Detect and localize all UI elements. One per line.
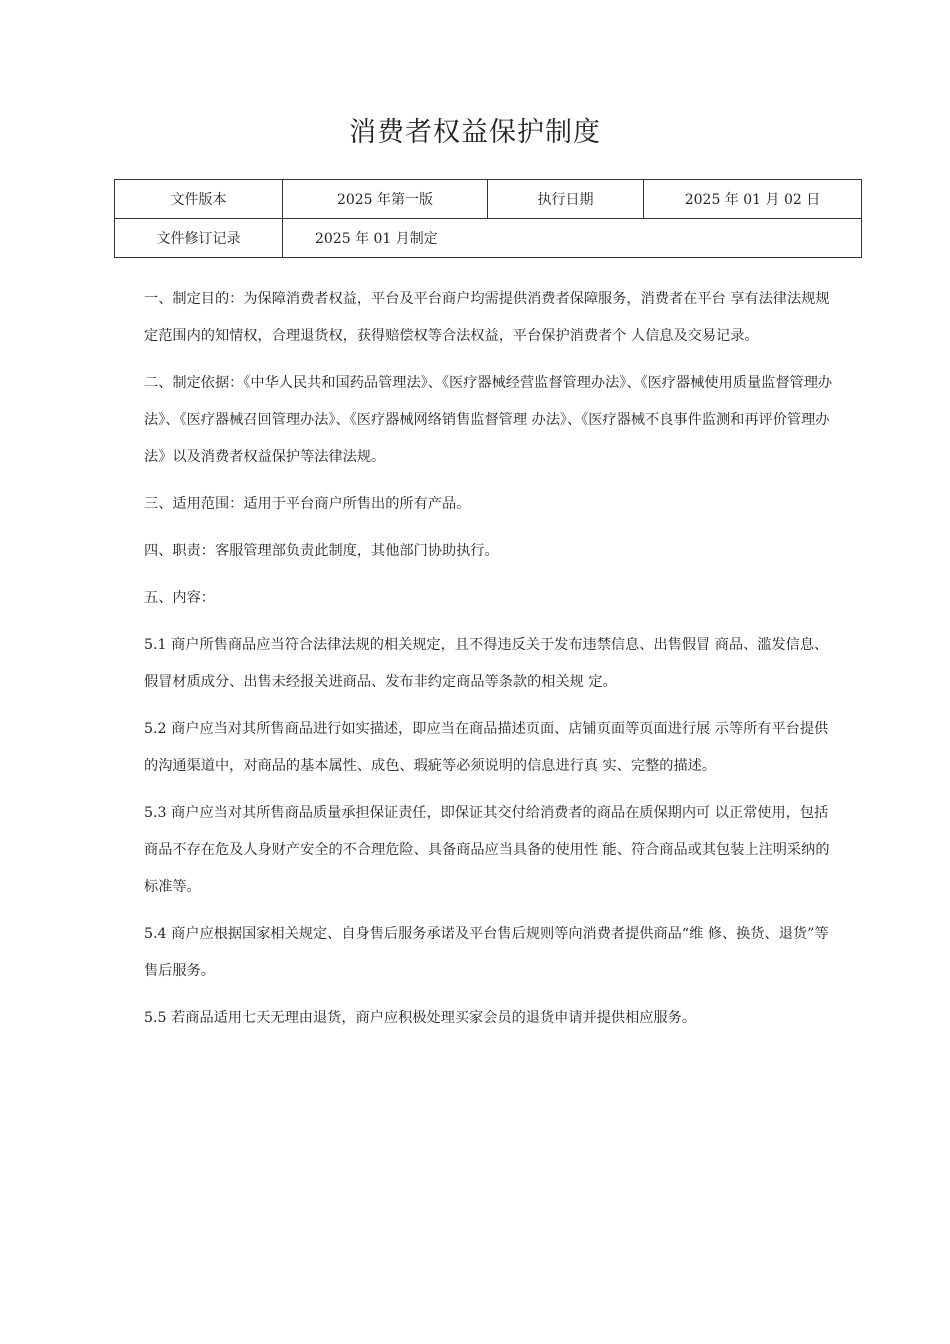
execution-date-value: 2025 年 01 月 02 日 (644, 180, 862, 219)
document-meta-table (114, 179, 862, 258)
version-value: 2025 年第一版 (283, 180, 488, 219)
paragraph-purpose: 一、制定目的：为保障消费者权益，平台及平台商户均需提供消费者保障服务，消费者在平台 享有法律法规规定范围内的知情权，合理退货权，获得赔偿权等合法权益，平台保护消费者个 人信息及交易记录。 (144, 291, 830, 344)
document-title: 消费者权益保护制度 (349, 117, 601, 148)
meta-row-revision (115, 219, 862, 258)
paragraph-5-3: 5.3 商户应当对其所售商品质量承担保证责任，即保证其交付给消费者的商品在质保期内可 以正常使用，包括商品不存在危及人身财产安全的不合理危险、具备商品应当具备的使用性 能、符合商品或其包装上注明采纳的标准等。 (144, 805, 830, 895)
document-body (144, 281, 836, 1047)
paragraph-5-4: 5.4 商户应根据国家相关规定、自身售后服务承诺及平台售后规则等向消费者提供商品“维 修、换货、退货”等售后服务。 (144, 926, 829, 979)
paragraph-5-1: 5.1 商户所售商品应当符合法律法规的相关规定，且不得违反关于发布违禁信息、出售假冒 商品、滥发信息、假冒材质成分、出售未经报关进商品、发布非约定商品等条款的相关规 定。 (144, 637, 829, 690)
paragraph-responsibility: 四、职责：客服管理部负责此制度，其他部门协助执行。 (144, 543, 499, 559)
paragraph-5-2: 5.2 商户应当对其所售商品进行如实描述，即应当在商品描述页面、店铺页面等页面进行展 示等所有平台提供的沟通渠道中，对商品的基本属性、成色、瑕疵等必须说明的信息进行真 实、完整的描述。 (144, 721, 829, 774)
paragraph-content-heading: 五、内容： (144, 590, 215, 606)
paragraph-basis: 二、制定依据：《中华人民共和国药品管理法》、《医疗器械经营监督管理办法》、《医疗器械使用质量监督管理办法》、《医疗器械召回管理办法》、《医疗器械网络销售监督管理 办法》、《医疗器械不良事件监测和再评价管理办法》以及消费者权益保护等法律法规。 (144, 375, 833, 465)
execution-date-label: 执行日期 (488, 180, 644, 219)
revision-value: 2025 年 01 月制定 (283, 219, 862, 258)
paragraph-5-5: 5.5 若商品适用七天无理由退货，商户应积极处理买家会员的退货申请并提供相应服务。 (144, 1010, 697, 1026)
revision-label: 文件修订记录 (115, 219, 283, 258)
paragraph-scope: 三、适用范围：适用于平台商户所售出的所有产品。 (144, 496, 471, 512)
meta-row-version (115, 180, 862, 219)
version-label: 文件版本 (115, 180, 283, 219)
